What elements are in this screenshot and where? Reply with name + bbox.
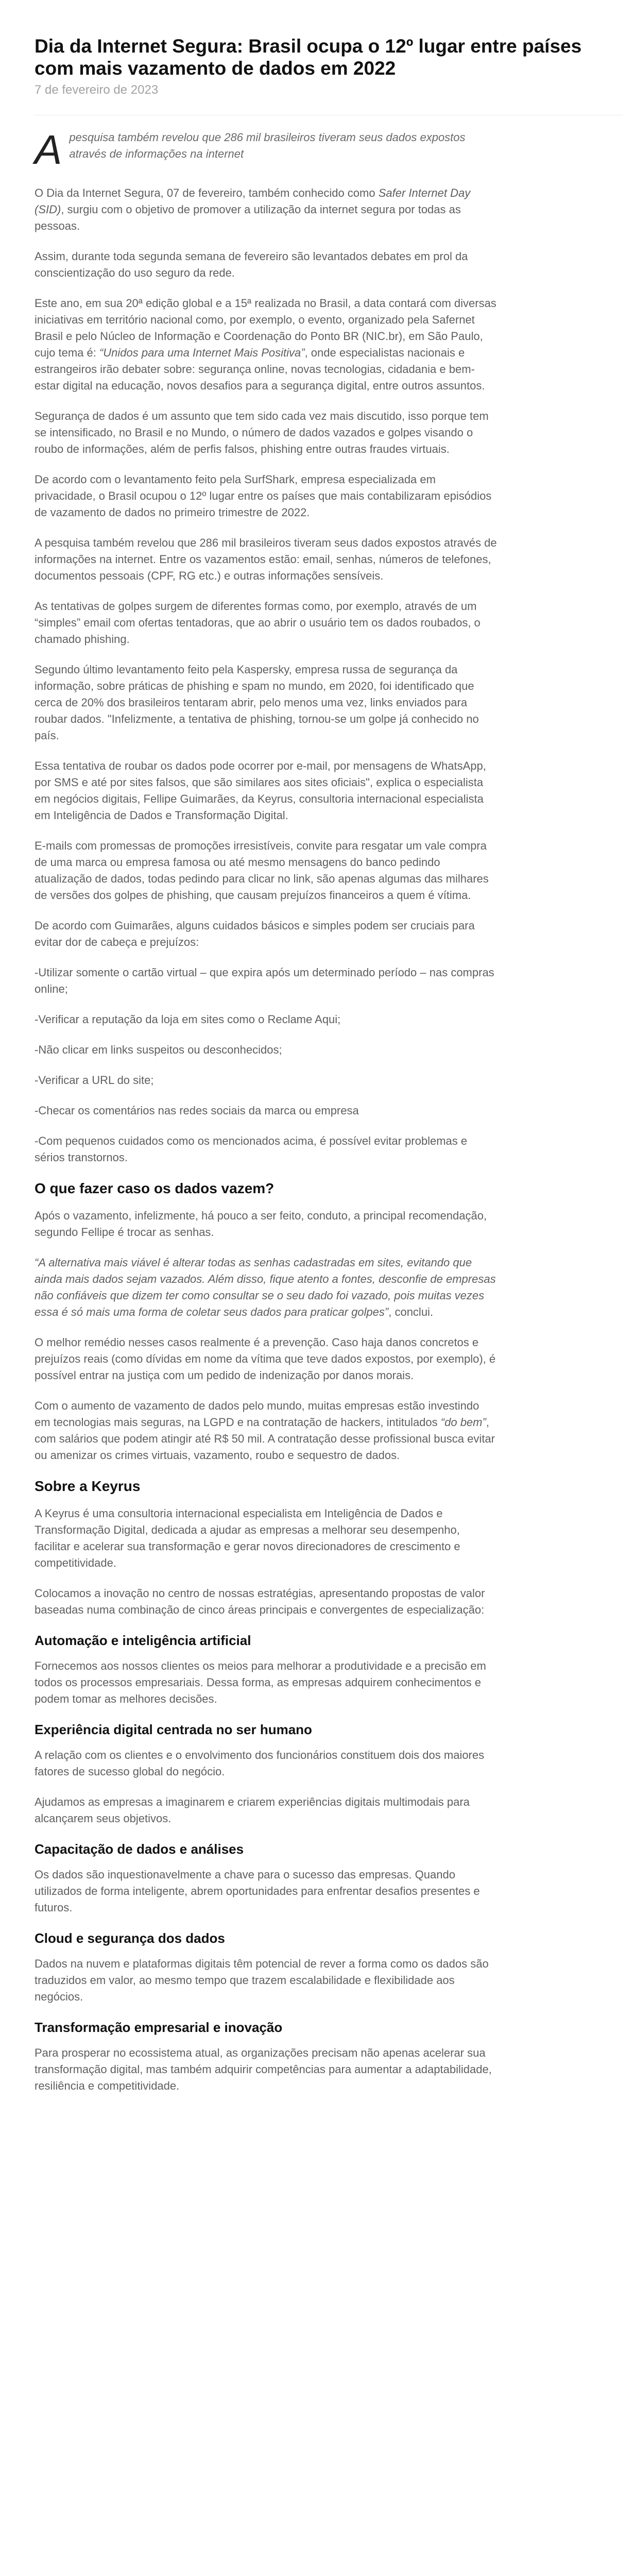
list-item: -Verificar a URL do site;: [35, 1074, 154, 1087]
list-item: -Não clicar em links suspeitos ou desconhecidos;: [35, 1043, 282, 1056]
article-body: [35, 129, 498, 2108]
section-heading: Sobre a Keyrus: [35, 1478, 141, 1494]
text: Com o aumento de vazamento de dados pelo mundo, muitas empresas estão investindo em tecnologias mais seguras, na LGPD e na contratação de hackers, intitulados: [35, 1399, 479, 1429]
paragraph: Após o vazamento, infelizmente, há pouco a ser feito, conduto, a principal recomendação, segundo Fellipe é trocar as senhas.: [35, 1209, 487, 1239]
lead-text: pesquisa também revelou que 286 mil brasileiros tiveram seus dados expostos através de informações na internet: [69, 131, 466, 160]
paragraph: A relação com os clientes e o envolvimento dos funcionários constituem dois dos maiores fatores de sucesso global do negócio.: [35, 1749, 485, 1778]
paragraph: Colocamos a inovação no centro de nossas estratégias, apresentando propostas de valor baseadas numa combinação de cinco áreas principais e convergentes de especialização:: [35, 1587, 485, 1616]
text: , surgiu com o objetivo de promover a utilização da internet segura por todas as pessoas.: [35, 203, 461, 232]
text: O Dia da Internet Segura, 07 de fevereiro, também conhecido como: [35, 187, 379, 199]
list-item: -Verificar a reputação da loja em sites como o Reclame Aqui;: [35, 1013, 341, 1026]
paragraph: [35, 295, 498, 394]
paragraph: Segurança de dados é um assunto que tem sido cada vez mais discutido, isso porque tem se intensificado, no Brasil e no Mundo, o número de dados vazados e golpes visando o roubo de informações, além de perfis falsos, phishing entre outras fraudes virtuais.: [35, 410, 489, 455]
text: Este ano, em sua 20ª edição global e a 15ª realizada no Brasil, a data contará com diversas iniciativas em território nacional como, por exemplo, o evento, organizado pela Safernet Brasil e pelo Núcleo de Informação e Coordenação do Ponto BR (NIC.br), em São Paulo, cujo tema é:: [35, 297, 496, 359]
article-header: [35, 35, 623, 115]
paragraph: E-mails com promessas de promoções irresistíveis, convite para resgatar um vale compra de uma marca ou empresa famosa ou até mesmo mensagens do banco pedindo atualização de dados, todas pedindo para clicar no link, são apenas algumas das milhares de versões dos golpes de phishing, que causam prejuízos financeiros a quem é vítima.: [35, 839, 489, 902]
drop-cap: A: [35, 127, 62, 173]
section-heading: O que fazer caso os dados vazem?: [35, 1180, 275, 1196]
emphasis: “do bem”: [440, 1416, 486, 1429]
subsection-heading: Capacitação de dados e análises: [35, 1841, 244, 1857]
lead-paragraph: [35, 127, 498, 173]
paragraph: De acordo com Guimarães, alguns cuidados básicos e simples podem ser cruciais para evitar dor de cabeça e prejuízos:: [35, 919, 475, 948]
list-item: -Utilizar somente o cartão virtual – que expira após um determinado período – nas compras online;: [35, 966, 494, 995]
paragraph: O melhor remédio nesses casos realmente é a prevenção. Caso haja danos concretos e prejuízos reais (como dívidas em nome da vítima que teve dados expostos, por exemplo), é possível entrar na justiça com um pedido de indenização por danos morais.: [35, 1336, 496, 1382]
paragraph: Fornecemos aos nossos clientes os meios para melhorar a produtividade e a precisão em todos os processos empresariais. Dessa forma, as empresas adquirem conhecimentos e podem tomar as melhores decisões.: [35, 1659, 486, 1705]
paragraph: Para prosperar no ecossistema atual, as organizações precisam não apenas acelerar sua transformação digital, mas também adquirir competências para aumentar a adaptabilidade, resiliência e competitividade.: [35, 2046, 492, 2092]
paragraph: Essa tentativa de roubar os dados pode ocorrer por e-mail, por mensagens de WhatsApp, por SMS e até por sites falsos, que são similares aos sites oficiais", explica o especialista em negócios digitais, Fellipe Guimarães, da Keyrus, consultoria internacional especialista em Inteligência de Dados e Transformação Digital.: [35, 759, 486, 822]
text: , com salários que podem atingir até R$ 50 mil. A contratação desse profissional busca evitar ou amenizar os crimes virtuais, vazamento, roubo e sequestro de dados.: [35, 1416, 495, 1462]
emphasis: Safer Internet Day (SID): [35, 187, 471, 216]
publish-date: 7 de fevereiro de 2023: [35, 83, 159, 97]
paragraph: Os dados são inquestionavelmente a chave para o sucesso das empresas. Quando utilizados de forma inteligente, abrem oportunidades para enfrentar desafios presentes e futuros.: [35, 1868, 480, 1914]
paragraph: Ajudamos as empresas a imaginarem e criarem experiências digitais multimodais para alcançarem seus objetivos.: [35, 1795, 470, 1825]
text: , conclui.: [388, 1306, 434, 1318]
paragraph: [35, 185, 498, 234]
subsection-heading: Transformação empresarial e inovação: [35, 2020, 283, 2035]
page-title: Dia da Internet Segura: Brasil ocupa o 12º lugar entre países com mais vazamento de dados em 2022: [35, 36, 582, 79]
paragraph: De acordo com o levantamento feito pela SurfShark, empresa especializada em privacidade, o Brasil ocupou o 12º lugar entre os países que mais contabilizaram episódios de vazamento de dados no primeiro trimestre de 2022.: [35, 473, 492, 519]
subsection-heading: Experiência digital centrada no ser humano: [35, 1722, 312, 1737]
quote-paragraph: [35, 1255, 498, 1320]
subsection-heading: Cloud e segurança dos dados: [35, 1930, 225, 1946]
paragraph: Dados na nuvem e plataformas digitais têm potencial de rever a forma como os dados são traduzidos em valor, ao mesmo tempo que trazem escalabilidade e flexibilidade aos negócios.: [35, 1957, 489, 2003]
subsection-heading: Automação e inteligência artificial: [35, 1633, 251, 1648]
paragraph: Assim, durante toda segunda semana de fevereiro são levantados debates em prol da conscientização do uso seguro da rede.: [35, 250, 468, 279]
paragraph: [35, 1398, 498, 1464]
list-item: -Com pequenos cuidados como os mencionados acima, é possível evitar problemas e sérios transtornos.: [35, 1134, 468, 1164]
paragraph: As tentativas de golpes surgem de diferentes formas como, por exemplo, através de um “simples” email com ofertas tentadoras, que ao abrir o usuário tem os dados roubados, o chamado phishing.: [35, 600, 481, 646]
quote: “A alternativa mais viável é alterar todas as senhas cadastradas em sites, evitando que ainda mais dados sejam vazados. Além disso, fique atento a fontes, desconfie de empresas não confiáveis que dizem ter como consultar se o seu dado foi vazado, pois muitas vezes essa é só mais uma forma de coletar seus dados para praticar golpes”: [35, 1256, 496, 1318]
paragraph: A pesquisa também revelou que 286 mil brasileiros tiveram seus dados expostos através de informações na internet. Entre os vazamentos estão: email, senhas, números de telefones, documentos pessoais (CPF, RG etc.) e outras informações sensíveis.: [35, 536, 497, 582]
list-item: -Checar os comentários nas redes sociais da marca ou empresa: [35, 1104, 359, 1117]
emphasis: “Unidos para uma Internet Mais Positiva”: [99, 346, 305, 359]
text: , onde especialistas nacionais e estrangeiros irão debater sobre: segurança online, novas tecnologias, cidadania e bem-estar digital na educação, novos desafios para a segurança digital, entre outros assuntos.: [35, 346, 485, 392]
paragraph: Segundo último levantamento feito pela Kaspersky, empresa russa de segurança da informação, sobre práticas de phishing e spam no mundo, em 2020, foi identificado que cerca de 20% dos brasileiros tentaram abrir, pelo menos uma vez, links enviados para roubar dados. "Infelizmente, a tentativa de phishing, tornou-se um golpe já conhecido no país.: [35, 663, 479, 742]
paragraph: A Keyrus é uma consultoria internacional especialista em Inteligência de Dados e Transformação Digital, dedicada a ajudar as empresas a melhorar seu desempenho, facilitar e acelerar sua transformação e gerar novos direcionadores de crescimento e competitividade.: [35, 1507, 460, 1569]
